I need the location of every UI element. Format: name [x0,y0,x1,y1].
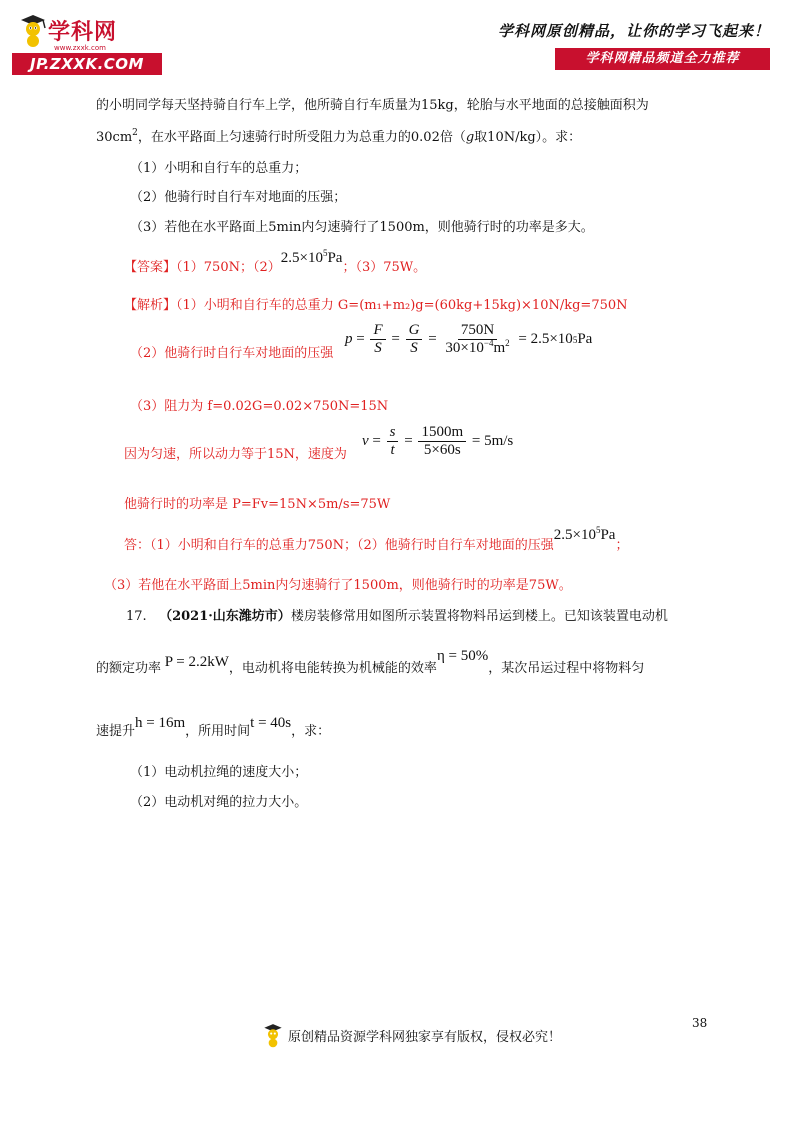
logo-text: 学科网 [48,19,118,45]
page-number: 38 [692,1016,708,1030]
footer-copyright: 原创精品资源学科网独家享有版权，侵权必究！ [262,1022,561,1048]
logo [18,12,117,52]
p16-line2: $30cm^2$，在水平路面上匀速骑行时所受阻力为总重力的0.02倍（g取10N/kg）。求： [96,128,582,145]
analysis-tag: 【解析】 [124,298,177,313]
mascot-icon [262,1022,284,1048]
answer-tag: 【答案】 [124,260,177,275]
speed-line: 因为匀速，所以动力等于15N，速度为 [124,447,347,462]
conclusion-line-2: （3）若他在水平路面上5min内匀速骑行了1500m，则他骑行时的功率是75W。 [104,578,572,593]
p17-question-2: （2）电动机对绳的拉力大小。 [130,795,308,810]
p17-line1: 17. （2021·山东潍坊市）楼房装修常用如图所示装置将物料吊运到楼上。已知该装置电动机 [126,609,668,624]
logo-url-banner: JP.ZXXK.COM [12,53,162,75]
conclusion-line-1: 答：（1）小明和自行车的总重力750N；（2）他骑行时自行车对地面的压强$2.5\times 10^5Pa$； [124,525,629,553]
p17-line2: 的额定功率 P = 2.2kW，电动机将电能转换为机械能的效率η = 50%，某次吊运过程中将物料匀 [96,648,645,676]
analysis-line-1: 【解析】（1）小明和自行车的总重力 G=(m₁+m₂)g=(60kg+15kg)×10N/kg=750N [124,298,628,313]
p16-question-2: （2）他骑行时自行车对地面的压强； [130,190,347,205]
p16-line1: 的小明同学每天坚持骑自行车上学，他所骑自行车质量为15kg，轮胎与水平地面的总接触面积为 [96,98,649,113]
p17-question-1: （1）电动机拉绳的速度大小； [130,765,308,780]
p16-question-1: （1）小明和自行车的总重力； [130,161,308,176]
answer-line: 【答案】（1）750N；$(2)2.5\times 10^5Pa$；（3）75W。 [124,248,427,275]
analysis-line-3: （3）阻力为 f=0.02G=0.02×750N=15N [130,399,389,414]
answer-math: $2.5\times 10^5Pa$ [280,248,343,266]
header-slogan: 学科网原创精品，让你的学习飞起来！ [497,22,770,40]
speed-equation: v = $\frac{s}{t}$ = $\frac{1500m}{5\times 60s}$ = 5m/s [362,424,514,458]
analysis-line-2: （2）他骑行时自行车对地面的压强 [130,346,334,361]
p17-source: （2021·山东潍坊市） [159,609,291,624]
conclusion-math: $2.5\times 10^5Pa$ [553,525,616,543]
logo-small-url: www.zxxk.com [54,44,106,52]
p16-question-3: （3）若他在水平路面上5min内匀速骑行了1500m，则他骑行时的功率是多大。 [130,220,594,235]
p17-line3: 速提升h = 16m，所用时间t = 40s，求： [96,715,331,739]
header-banner: 学科网精品频道全力推荐 [555,48,770,70]
pressure-equation: p = $\frac{F}{S}$ = $\frac{G}{S}$ = $\frac{750N}{30\times 10^{-4}m^2}$ = 2.5×10 5 Pa [345,322,593,356]
mascot-icon [18,12,48,48]
power-line: 他骑行时的功率是 P=Fv=15N×5m/s=75W [124,497,391,512]
p17-number: 17. [126,609,147,624]
